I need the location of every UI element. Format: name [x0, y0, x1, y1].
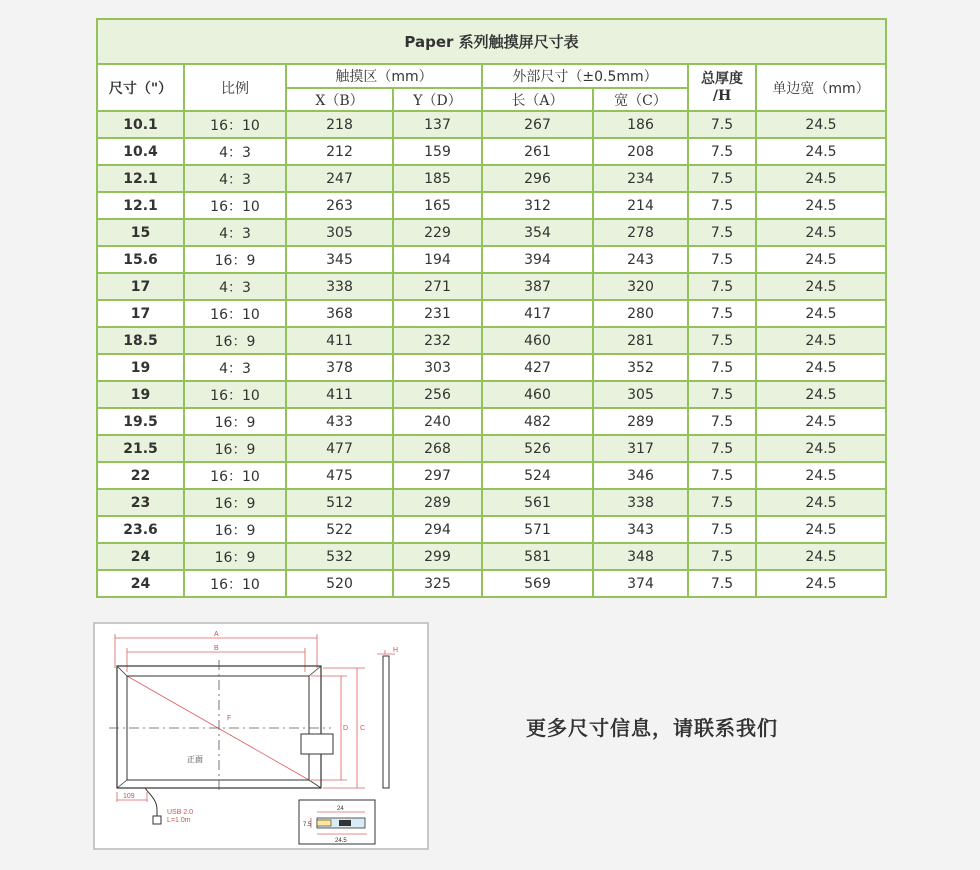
bevel-br [309, 780, 321, 788]
table-row [97, 543, 886, 570]
cell-touch-y: 159 [393, 138, 482, 165]
cell-size: 21.5 [97, 435, 184, 462]
cell-outer-length: 524 [482, 462, 593, 489]
cell-touch-y: 294 [393, 516, 482, 543]
cell-size: 23.6 [97, 516, 184, 543]
contact-us-text: 更多尺寸信息，请联系我们 [526, 716, 778, 740]
cell-edge-width: 24.5 [756, 516, 886, 543]
cell-thickness: 7.5 [688, 165, 756, 192]
cell-thickness: 7.5 [688, 489, 756, 516]
table-row [97, 354, 886, 381]
cell-touch-y: 194 [393, 246, 482, 273]
cell-outer-width: 348 [593, 543, 688, 570]
label-109: 109 [123, 793, 135, 800]
cell-touch-x: 368 [286, 300, 393, 327]
cell-outer-length: 482 [482, 408, 593, 435]
side-profile [383, 656, 389, 788]
cell-outer-width: 305 [593, 381, 688, 408]
cell-size: 15 [97, 219, 184, 246]
table-row [97, 246, 886, 273]
cell-size: 10.1 [97, 111, 184, 138]
cell-touch-x: 345 [286, 246, 393, 273]
cell-ratio: 16：10 [184, 462, 286, 489]
table-row [97, 300, 886, 327]
cell-touch-x: 212 [286, 138, 393, 165]
cell-outer-length: 526 [482, 435, 593, 462]
controller-box [301, 734, 333, 754]
cell-ratio: 16：9 [184, 543, 286, 570]
header-thickness-h [688, 88, 756, 111]
cell-edge-width: 24.5 [756, 192, 886, 219]
cell-touch-x: 512 [286, 489, 393, 516]
cell-size: 22 [97, 462, 184, 489]
cell-thickness: 7.5 [688, 570, 756, 597]
header-touch-area: 触摸区（mm） [286, 64, 482, 88]
table-row [97, 219, 886, 246]
cell-edge-width: 24.5 [756, 381, 886, 408]
header-size: 尺寸（"） [97, 64, 184, 111]
cell-ratio: 16：10 [184, 111, 286, 138]
cell-outer-width: 343 [593, 516, 688, 543]
bevel-tr [309, 666, 321, 676]
label-b: B [214, 645, 219, 652]
cell-touch-y: 297 [393, 462, 482, 489]
bevel-tl [117, 666, 127, 676]
header-thickness [688, 64, 756, 88]
cell-ratio: 16：10 [184, 381, 286, 408]
cell-thickness: 7.5 [688, 111, 756, 138]
cell-edge-width: 24.5 [756, 111, 886, 138]
label-detail-top: 24 [337, 806, 344, 812]
cell-size: 19 [97, 381, 184, 408]
cell-size: 19.5 [97, 408, 184, 435]
cell-ratio: 4：3 [184, 165, 286, 192]
cell-touch-y: 268 [393, 435, 482, 462]
label-usb-line2: L=1.0m [167, 817, 191, 824]
cell-ratio: 16：9 [184, 489, 286, 516]
table-row [97, 111, 886, 138]
header-outer-length: 长（A） [482, 88, 593, 111]
table-row [97, 570, 886, 597]
cell-size: 17 [97, 273, 184, 300]
cell-outer-width: 289 [593, 408, 688, 435]
cell-touch-y: 289 [393, 489, 482, 516]
table-row [97, 435, 886, 462]
cell-outer-width: 186 [593, 111, 688, 138]
table-row [97, 165, 886, 192]
cell-outer-width: 338 [593, 489, 688, 516]
table-row [97, 327, 886, 354]
cell-size: 12.1 [97, 165, 184, 192]
cell-touch-x: 263 [286, 192, 393, 219]
cell-outer-length: 261 [482, 138, 593, 165]
cell-ratio: 16：9 [184, 327, 286, 354]
cell-size: 18.5 [97, 327, 184, 354]
header-outer-size: 外部尺寸（±0.5mm） [482, 64, 688, 88]
cell-outer-length: 460 [482, 327, 593, 354]
cell-touch-x: 305 [286, 219, 393, 246]
cell-outer-length: 561 [482, 489, 593, 516]
cell-touch-x: 477 [286, 435, 393, 462]
size-table [96, 18, 887, 598]
cell-edge-width: 24.5 [756, 489, 886, 516]
cell-outer-width: 320 [593, 273, 688, 300]
cell-outer-length: 296 [482, 165, 593, 192]
cell-outer-length: 427 [482, 354, 593, 381]
cell-outer-width: 374 [593, 570, 688, 597]
cell-ratio: 4：3 [184, 138, 286, 165]
cell-edge-width: 24.5 [756, 246, 886, 273]
cell-ratio: 16：9 [184, 246, 286, 273]
cell-outer-width: 234 [593, 165, 688, 192]
cell-thickness: 7.5 [688, 219, 756, 246]
cell-touch-y: 256 [393, 381, 482, 408]
cell-size: 24 [97, 570, 184, 597]
table-row [97, 273, 886, 300]
cell-ratio: 4：3 [184, 219, 286, 246]
cell-outer-width: 352 [593, 354, 688, 381]
cell-thickness: 7.5 [688, 273, 756, 300]
cell-size: 23 [97, 489, 184, 516]
cell-thickness: 7.5 [688, 381, 756, 408]
cell-thickness: 7.5 [688, 408, 756, 435]
label-d: D [343, 725, 349, 732]
cell-outer-length: 571 [482, 516, 593, 543]
cell-outer-length: 354 [482, 219, 593, 246]
label-front: 正面 [187, 755, 203, 764]
table-row [97, 138, 886, 165]
cell-ratio: 16：10 [184, 192, 286, 219]
cell-touch-x: 522 [286, 516, 393, 543]
table-row [97, 462, 886, 489]
cell-touch-x: 532 [286, 543, 393, 570]
cell-ratio: 16：10 [184, 300, 286, 327]
cell-edge-width: 24.5 [756, 327, 886, 354]
cell-edge-width: 24.5 [756, 165, 886, 192]
cell-size: 15.6 [97, 246, 184, 273]
cell-edge-width: 24.5 [756, 570, 886, 597]
label-h: H [393, 647, 399, 654]
label-f: F [227, 715, 232, 722]
usb-plug [153, 816, 161, 824]
cell-touch-y: 229 [393, 219, 482, 246]
cell-touch-y: 165 [393, 192, 482, 219]
cell-touch-y: 137 [393, 111, 482, 138]
cell-edge-width: 24.5 [756, 354, 886, 381]
label-detail-bottom: 24.5 [335, 838, 347, 844]
cell-outer-width: 243 [593, 246, 688, 273]
cell-outer-length: 569 [482, 570, 593, 597]
cell-touch-x: 411 [286, 327, 393, 354]
cell-touch-y: 271 [393, 273, 482, 300]
cell-outer-length: 460 [482, 381, 593, 408]
cell-touch-x: 218 [286, 111, 393, 138]
header-ratio: 比例 [184, 64, 286, 111]
dimension-drawing [93, 622, 429, 850]
header-edge-width: 单边宽（mm） [756, 64, 886, 111]
cell-touch-x: 475 [286, 462, 393, 489]
cell-touch-x: 378 [286, 354, 393, 381]
cell-touch-x: 338 [286, 273, 393, 300]
table-row [97, 489, 886, 516]
cell-outer-length: 581 [482, 543, 593, 570]
cell-thickness: 7.5 [688, 192, 756, 219]
cell-ratio: 4：3 [184, 273, 286, 300]
cell-thickness: 7.5 [688, 516, 756, 543]
cell-outer-width: 281 [593, 327, 688, 354]
header-thickness-line1: 总厚度 [701, 71, 743, 87]
cell-size: 10.4 [97, 138, 184, 165]
cell-edge-width: 24.5 [756, 219, 886, 246]
cell-touch-x: 247 [286, 165, 393, 192]
label-c: C [360, 725, 366, 732]
label-a: A [214, 631, 219, 638]
cell-thickness: 7.5 [688, 435, 756, 462]
cell-outer-length: 267 [482, 111, 593, 138]
cell-touch-y: 325 [393, 570, 482, 597]
cell-outer-width: 346 [593, 462, 688, 489]
cell-edge-width: 24.5 [756, 435, 886, 462]
cell-outer-width: 278 [593, 219, 688, 246]
cell-outer-width: 317 [593, 435, 688, 462]
header-thickness-line2: /H [712, 88, 732, 104]
label-detail-left: 7.5 [303, 822, 312, 828]
cell-thickness: 7.5 [688, 327, 756, 354]
cell-touch-y: 185 [393, 165, 482, 192]
cell-outer-length: 417 [482, 300, 593, 327]
cell-size: 12.1 [97, 192, 184, 219]
cell-ratio: 4：3 [184, 354, 286, 381]
table-row [97, 381, 886, 408]
cell-edge-width: 24.5 [756, 543, 886, 570]
cell-size: 19 [97, 354, 184, 381]
cell-thickness: 7.5 [688, 246, 756, 273]
cell-touch-x: 433 [286, 408, 393, 435]
cell-touch-y: 299 [393, 543, 482, 570]
cell-size: 24 [97, 543, 184, 570]
cell-ratio: 16：9 [184, 408, 286, 435]
cell-ratio: 16：9 [184, 516, 286, 543]
cell-thickness: 7.5 [688, 462, 756, 489]
cell-touch-x: 520 [286, 570, 393, 597]
table-row [97, 408, 886, 435]
cell-thickness: 7.5 [688, 300, 756, 327]
detail-chip [339, 820, 351, 826]
cell-outer-length: 394 [482, 246, 593, 273]
cell-outer-width: 280 [593, 300, 688, 327]
cell-size: 17 [97, 300, 184, 327]
header-touch-y: Y（D） [393, 88, 482, 111]
cell-touch-y: 232 [393, 327, 482, 354]
cell-outer-length: 387 [482, 273, 593, 300]
table-row [97, 192, 886, 219]
cell-touch-y: 303 [393, 354, 482, 381]
cell-touch-y: 231 [393, 300, 482, 327]
cell-thickness: 7.5 [688, 354, 756, 381]
cell-thickness: 7.5 [688, 543, 756, 570]
cell-ratio: 16：10 [184, 570, 286, 597]
cell-outer-length: 312 [482, 192, 593, 219]
cell-edge-width: 24.5 [756, 138, 886, 165]
cell-ratio: 16：9 [184, 435, 286, 462]
detail-sensor [317, 820, 331, 826]
label-usb-line1: USB 2.0 [167, 809, 194, 816]
dimension-drawing-svg [95, 624, 427, 848]
header-outer-width: 宽（C） [593, 88, 688, 111]
bevel-bl [117, 780, 127, 788]
table-body [97, 111, 886, 597]
cell-edge-width: 24.5 [756, 462, 886, 489]
cell-edge-width: 24.5 [756, 273, 886, 300]
table-row [97, 516, 886, 543]
cell-outer-width: 208 [593, 138, 688, 165]
table-title: Paper 系列触摸屏尺寸表 [97, 19, 886, 64]
cell-edge-width: 24.5 [756, 300, 886, 327]
cell-edge-width: 24.5 [756, 408, 886, 435]
header-touch-x: X（B） [286, 88, 393, 111]
cell-thickness: 7.5 [688, 138, 756, 165]
cell-touch-y: 240 [393, 408, 482, 435]
cell-touch-x: 411 [286, 381, 393, 408]
cell-outer-width: 214 [593, 192, 688, 219]
